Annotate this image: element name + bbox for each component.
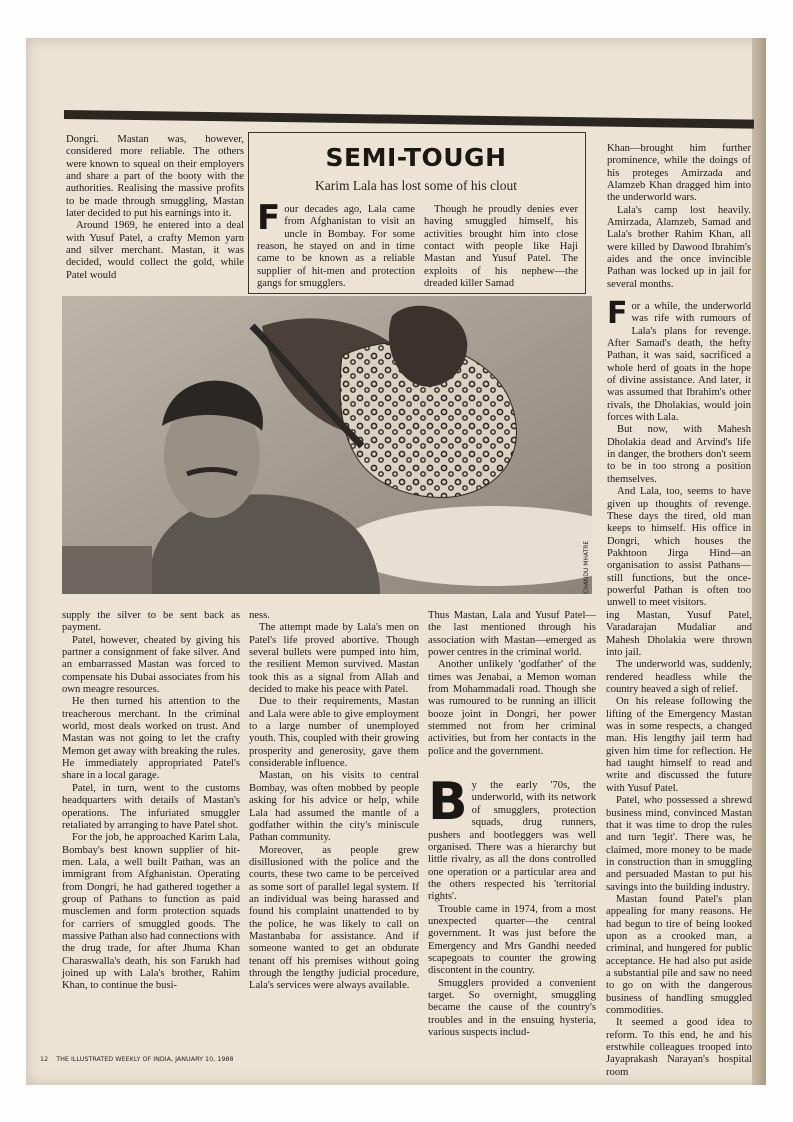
paragraph: He then turned his attention to the treacherous merchant. In the criminal world, most deals worked on trust. And Mastan was not going to let the crafty Memon get away with breaking the rules. He immediately appropriated Patel's share in a local garage. [62,696,240,782]
page-spine-shadow [752,38,766,1085]
photo-credit: CHANDU MHATRE [583,540,590,594]
paragraph: Lala's camp lost heavily. Amirzada, Alamzeb, Samad and Lala's brother Rahim Khan, all were killed by Dawood Ibrahim's aides and the once invincible Pathan was locked up in jail for several months. [607,204,751,290]
paragraph: ness. [249,610,270,621]
paragraph: It seemed a good idea to reform. To this end, he and his erstwhile colleagues trooped into Jayaprakash Narayan's hospital room [606,1017,752,1078]
paragraph: Smugglers provided a convenient target. So overnight, smuggling became the cause of the country's troubles and in the ensuing hysteria, various suspects includ- [428,977,596,1038]
paragraph: Thus Mastan, Lala and Yusuf Patel—the last mentioned through his association with Mastan—emerged as power centres in the criminal world. [428,610,596,659]
photo-illustration [62,296,592,594]
paragraph: Moreover, as people grew disillusioned with the police and the courts, these two came to be perceived as some sort of parallel legal system. If an individual was being harassed and found his complaint unattended to by the police, he was likely to call on Mastanbaba for assistance. And if someone wanted to get an obdurate tenant off his premises without going through the lengthy judicial procedure, Lala's services were always available. [249,844,419,992]
column-right-top [607,143,751,291]
page-number: 12 [40,1055,49,1063]
paragraph: Trouble came in 1974, from a most unexpected quarter—the central government. It was just before the Emergency and Mrs Gandhi needed scapegoats to counter the growing discontent in the country. [428,903,596,977]
paragraph: Around 1969, he entered into a deal with Yusuf Patel, a crafty Memon yarn and silver merchant. Mastan, it was decided, would collect the gold, while Patel would [66,220,244,281]
paragraph: Khan—brought him further prominence, while the doings of his proteges Amirzada and Alamzeb Khan dragged him into the underworld wars. [607,143,751,204]
paragraph-text: or a while, the underworld was rife with rumours of Lala's plans for revenge. After Samad's death, the hefty Pathan, it was said, sacrificed a whole herd of goats in the hope of divine assistance. And later, it was assumed that Ibrahim's other rivals, the Dholakias, would join forces with Lala. [607,301,751,424]
paragraph: Mastan found Patel's plan appealing for many reasons. He had begun to tire of being looked upon as a crooked man, a criminal, and hungered for public acceptance. He had also put aside a substantial pile and saw no need to go on with the dangerous business of handling smuggled commodities. [606,893,752,1016]
paragraph: Patel, in turn, went to the customs headquarters with details of Mastan's operations. The infuriated smuggler retaliated by arranging to have Patel shot. [62,782,240,831]
paragraph: Patel, however, cheated by giving his partner a consignment of fake silver. And an embarrassed Mastan was forced to compensate his Dubai associates from his own meagre resources. [62,634,240,696]
column-bottom-1 [62,610,240,993]
intro-column-right [424,204,578,290]
dropcap: F [607,296,628,331]
paragraph: Patel, who possessed a shrewd business mind, convinced Mastan that it was time to drop the rules and turn 'legit'. There was, he claimed, more money to be made in construction than in smuggling and persuaded Mastan to put his savings into the building industry. [606,795,752,893]
column-bottom-2 [249,610,419,993]
paragraph: For the job, he approached Karim Lala, Bombay's best known supplier of hit-men. Lala, a well built Pathan, was an immigrant from Afghanistan. Operating from Dongri, he had gathered together a group of Pathans to function as paid musclemen and form protection squads for carriers of smuggled goods. The massive Pathan also had connections with the drug trade, for after Jhuma Khan Charaswalla's death, his son Farukh had joined up with Lala's brother, Rahim Khan, to continue the busi- [62,832,240,992]
paragraph: But now, with Mahesh Dholakia dead and Arvind's life in danger, the brothers don't seem to be in too strong a position themselves. [607,424,751,485]
deck: Karim Lala has lost some of his clout [314,178,518,193]
column-bottom-4 [606,610,752,1079]
intro-column-left [257,198,415,290]
dropcap: F [257,198,281,238]
paragraph: Though he proudly denies ever having smuggled himself, his activities brought him into close contact with people like Haji Mastan and Yusuf Patel. The exploits of his nephew—the dreaded killer Samad [424,204,578,290]
dropcap: B [428,772,468,833]
paragraph: Another unlikely 'godfather' of the times was Jenabai, a Memon woman from Mohammadali road. Though she was rumoured to be running an illicit booze joint in Dongri, her power stemmed not from her criminal activities, but from her contacts in the police and the government. [428,659,596,757]
paragraph: Mastan, on his visits to central Bombay, was often mobbed by people asking for his advice or help, while Lala had assumed the mantle of a godfather within the city's miniscule Pathan community. [249,770,419,844]
paragraph: ing Mastan, Yusuf Patel, Varadarajan Mudaliar and Mahesh Dholakia were thrown into jail. [606,610,752,659]
paragraph: And Lala, too, seems to have given up thoughts of revenge. These days the tired, old man keeps to himself. His office in Dongri, which houses the Pakhtoon Jirga Hind—an organisation to assist Pathans—still functions, but the once-powerful Pathan is often too unwell to meet visitors. [607,486,751,609]
paragraph: The attempt made by Lala's men on Patel's life proved abortive. Though several bullets were pumped into him, the resilient Memon survived. Mastan took this as a signal from Allah and decided to make his peace with Patel. [249,622,419,696]
intro-text: our decades ago, Lala came from Afghanistan to visit an uncle in Bombay. For some reason, he stayed on and in time came to be known as a reliable supplier of hit-men and protection gangs for smugglers. [257,204,415,290]
paragraph: Due to their requirements, Mastan and Lala were able to give employment to a large number of unemployed youth. This, coupled with their growing prosperity and generosity, gave them considerable influence. [249,696,419,770]
paragraph: Dongri. Mastan was, however, considered more reliable. The others were known to squeal on their employers and share a part of the booty with the authorities. Realising the massive profits to be made through smuggling, Mastan later decided to put his earnings into it. [66,134,244,220]
page-footer [40,1055,440,1063]
publication-line: THE ILLUSTRATED WEEKLY OF INDIA, JANUARY 10, 1988 [56,1055,234,1063]
headline: SEMI-TOUGH [325,143,507,172]
paragraph-text: y the early '70s, the underworld, with its network of smugglers, protection squads, drug runners, pushers and bootleggers was well organised. There was a hierarchy but little rivalry, as all the dons controlled one operation or a particular area and the others respected his 'territorial rights'. [428,780,596,903]
paragraph: supply the silver to be sent back as payment. [62,610,240,634]
column-top-left [66,134,244,282]
column-right-mid [607,296,751,610]
column-bottom-3 [428,610,596,1039]
photo-svg [62,296,592,594]
paragraph: On his release following the lifting of the Emergency Mastan was in some respects, a changed man. His lengthy jail term had given him time for reflection. He had taught himself to read and write and discussed the future with Yusuf Patel. [606,696,752,794]
chair-back [62,546,152,594]
paragraph: The underworld was, suddenly, rendered headless while the country heaved a sigh of relief. [606,659,752,696]
